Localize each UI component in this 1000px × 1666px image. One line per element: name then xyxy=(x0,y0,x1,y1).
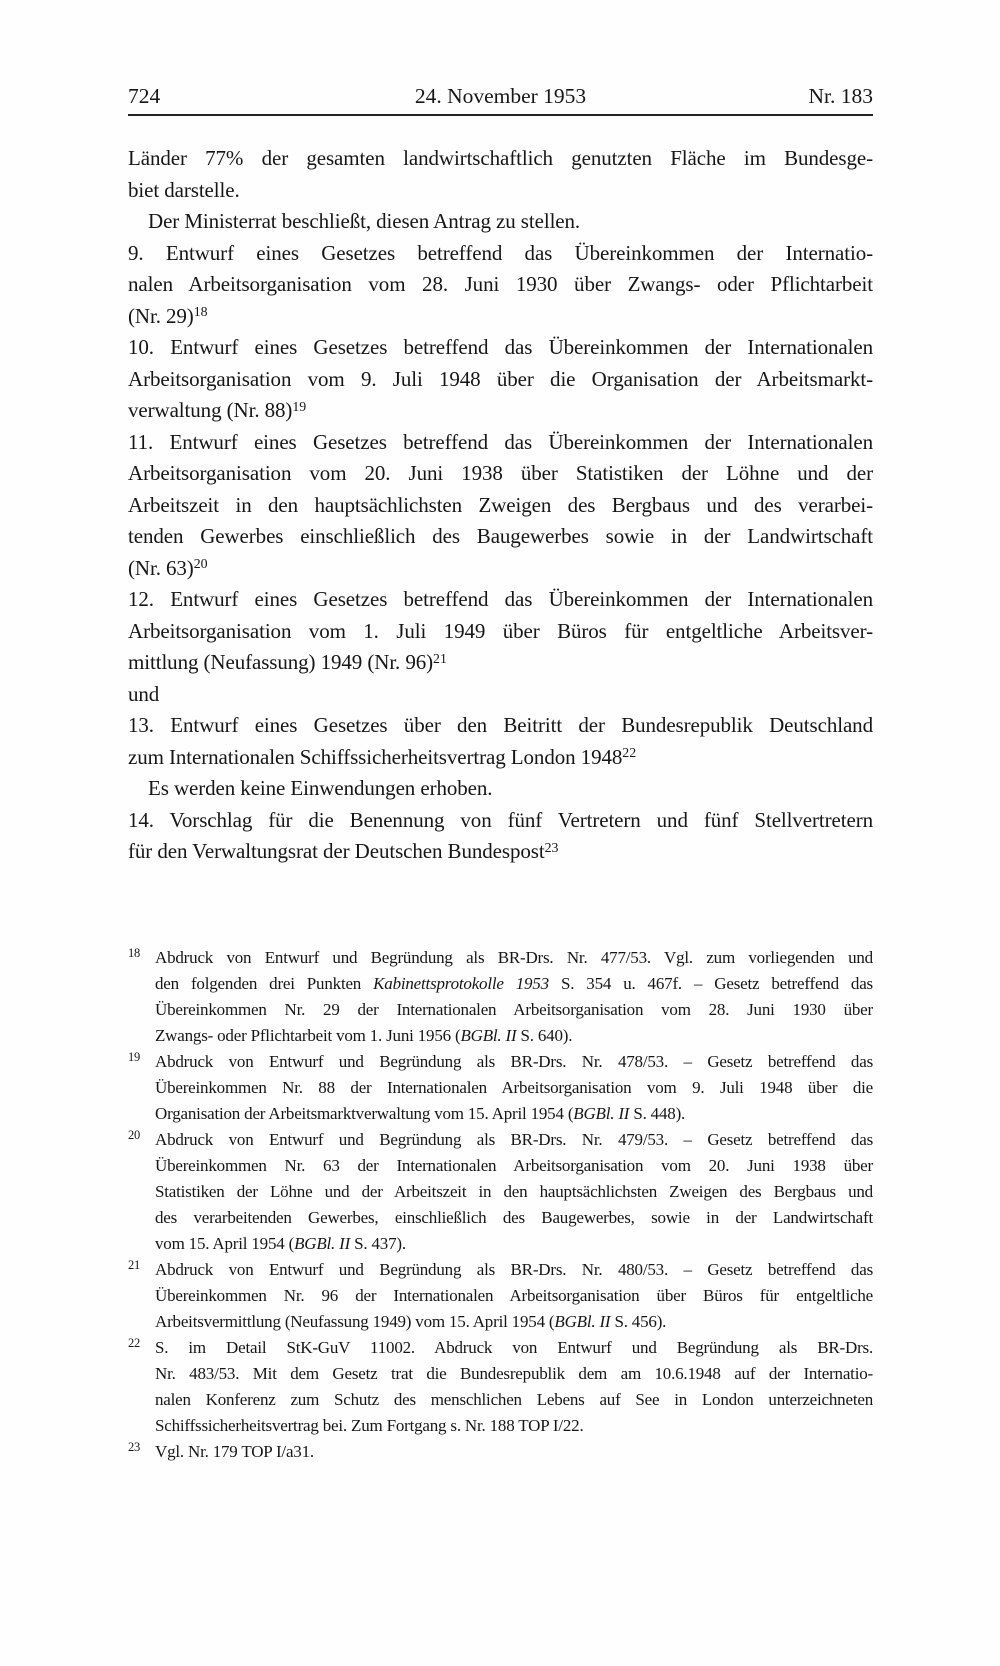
footnote xyxy=(128,1257,873,1335)
footnote-line xyxy=(155,1049,873,1075)
footnote xyxy=(128,1127,873,1257)
footnote-line xyxy=(155,1439,873,1465)
footnote xyxy=(128,1335,873,1439)
text-segment: Abdruck von Entwurf und Begründung als BR-Drs. Nr. 479/53. – Gesetz betreffend das xyxy=(155,1129,873,1149)
text-segment: Übereinkommen Nr. 63 der Internationalen Arbeitsorganisation vom 20. Juni 1938 über xyxy=(155,1155,873,1175)
text-segment: für den Verwaltungsrat der Deutschen Bundespost xyxy=(128,839,545,863)
body-paragraph xyxy=(128,805,873,868)
text-segment: S. 456). xyxy=(610,1311,667,1331)
text-segment: Abdruck von Entwurf und Begründung als BR-Drs. Nr. 478/53. – Gesetz betreffend das xyxy=(155,1051,873,1071)
body-line xyxy=(128,836,873,868)
page-header xyxy=(128,0,873,108)
footnote-ref: 19 xyxy=(292,398,307,414)
footnote-ref: 23 xyxy=(544,839,559,855)
italic-text: BGBl. II xyxy=(460,1025,517,1045)
footnote-line xyxy=(155,1387,873,1413)
body-line xyxy=(128,301,873,333)
text-segment: 9. Entwurf eines Gesetzes betreffend das Übereinkommen der Internatio- xyxy=(128,240,873,265)
footnote-number: 23 xyxy=(128,1439,141,1454)
body-line xyxy=(128,710,873,742)
footnote-line xyxy=(155,1283,873,1309)
text-segment: Übereinkommen Nr. 29 der Internationalen Arbeitsorganisation vom 28. Juni 1930 über xyxy=(155,999,873,1019)
body-paragraph xyxy=(128,584,873,679)
text-segment: Nr. 483/53. Mit dem Gesetz trat die Bundesrepublik dem am 10.6.1948 auf der Internatio- xyxy=(155,1363,873,1383)
text-segment: Zwangs- oder Pflichtarbeit vom 1. Juni 1956 ( xyxy=(155,1025,461,1045)
body-line xyxy=(128,647,873,679)
italic-text: BGBl. II xyxy=(294,1233,351,1253)
text-segment: Arbeitszeit in den hauptsächlichsten Zweigen des Bergbaus und des verarbei- xyxy=(128,492,873,517)
body-paragraph xyxy=(128,143,873,206)
text-segment: Arbeitsvermittlung (Neufassung 1949) vom 15. April 1954 ( xyxy=(155,1311,555,1331)
text-segment: S. im Detail StK-GuV 11002. Abdruck von Entwurf und Begründung als BR-Drs. xyxy=(155,1337,873,1357)
body-line xyxy=(128,553,873,585)
text-segment: S. 640). xyxy=(516,1025,573,1045)
body-line xyxy=(128,742,873,774)
text-segment: Statistiken der Löhne und der Arbeitszeit in den hauptsächlichsten Zweigen des Bergbaus und xyxy=(155,1181,873,1201)
footnote-line xyxy=(155,1413,873,1439)
body-paragraph xyxy=(128,710,873,773)
footnote xyxy=(128,1049,873,1127)
header-date: 24. November 1953 xyxy=(414,84,587,108)
body-line xyxy=(128,679,873,711)
footnote-line xyxy=(155,971,873,997)
footnote-number: 20 xyxy=(128,1127,141,1142)
text-segment: Übereinkommen Nr. 88 der Internationalen Arbeitsorganisation vom 9. Juli 1948 über die xyxy=(155,1077,873,1097)
text-segment: 10. Entwurf eines Gesetzes betreffend das Übereinkommen der Internationalen xyxy=(128,335,873,359)
body-paragraph xyxy=(128,332,873,427)
body-text xyxy=(128,143,873,868)
text-segment: zum Internationalen Schiffssicherheitsvertrag London 1948 xyxy=(128,744,623,769)
footnote-ref: 21 xyxy=(433,650,447,666)
text-segment: Arbeitsorganisation vom 20. Juni 1938 über Statistiken der Löhne und der xyxy=(128,461,873,485)
body-line xyxy=(128,332,873,364)
text-segment: vom 15. April 1954 ( xyxy=(155,1233,295,1253)
footnote-line xyxy=(155,1179,873,1205)
italic-text: Kabinettsprotokolle 1953 xyxy=(373,973,549,993)
body-line xyxy=(128,395,873,427)
text-segment: Abdruck von Entwurf und Begründung als BR-Drs. Nr. 477/53. Vgl. zum vorliegenden und xyxy=(155,947,873,967)
italic-text: BGBl. II xyxy=(573,1103,630,1123)
footnote-number: 19 xyxy=(128,1049,141,1064)
text-segment: Organisation der Arbeitsmarktverwaltung vom 15. April 1954 ( xyxy=(155,1103,574,1123)
header-doc-number: Nr. 183 xyxy=(808,84,873,108)
body-line xyxy=(128,143,873,175)
footnote xyxy=(128,1439,873,1465)
text-segment: Schiffssicherheitsvertrag bei. Zum Fortgang s. Nr. 188 TOP I/22. xyxy=(155,1415,584,1435)
footnote-ref: 22 xyxy=(622,745,637,761)
text-segment: und xyxy=(128,681,160,706)
footnote xyxy=(128,945,873,1049)
body-line xyxy=(128,458,873,490)
body-line xyxy=(128,175,873,207)
text-segment: Arbeitsorganisation vom 9. Juli 1948 über die Organisation der Arbeitsmarkt- xyxy=(128,366,873,391)
text-segment: Übereinkommen Nr. 96 der Internationalen Arbeitsorganisation über Büros für entgeltliche xyxy=(155,1285,873,1305)
body-line xyxy=(128,238,873,270)
footnote-line xyxy=(155,1101,873,1127)
footnote-line xyxy=(155,1361,873,1387)
text-segment: 12. Entwurf eines Gesetzes betreffend das Übereinkommen der Internationalen xyxy=(128,587,873,611)
text-segment: nalen Konferenz zum Schutz des menschlichen Lebens auf See in London unterzeichneten xyxy=(155,1389,873,1409)
footnote-line xyxy=(155,1309,873,1335)
text-segment: 11. Entwurf eines Gesetzes betreffend das Übereinkommen der Internationalen xyxy=(128,429,873,454)
footnote-line xyxy=(155,1153,873,1179)
text-segment: Vgl. Nr. 179 TOP I/a31. xyxy=(155,1441,314,1461)
text-segment: verwaltung (Nr. 88) xyxy=(128,398,293,422)
text-segment: Der Ministerrat beschließt, diesen Antrag zu stellen. xyxy=(148,209,581,233)
header-rule xyxy=(128,114,873,116)
text-segment: biet darstelle. xyxy=(128,177,240,202)
body-line xyxy=(128,616,873,648)
text-segment: 13. Entwurf eines Gesetzes über den Beitritt der Bundesrepublik Deutschland xyxy=(128,713,873,737)
italic-text: BGBl. II xyxy=(554,1311,611,1331)
text-segment: S. 437). xyxy=(350,1233,406,1253)
body-line xyxy=(128,206,873,238)
text-segment: S. 354 u. 467f. – Gesetz betreffend das xyxy=(548,973,873,993)
body-paragraph xyxy=(128,238,873,333)
footnote-number: 22 xyxy=(128,1335,141,1350)
body-line xyxy=(128,521,873,553)
text-segment: 14. Vorschlag für die Benennung von fünf Vertretern und fünf Stellvertretern xyxy=(128,807,873,832)
body-line xyxy=(128,269,873,301)
body-line xyxy=(128,364,873,396)
footnote-line xyxy=(155,945,873,971)
text-segment: Abdruck von Entwurf und Begründung als BR-Drs. Nr. 480/53. – Gesetz betreffend das xyxy=(155,1259,873,1279)
footnote-ref: 18 xyxy=(193,304,208,320)
footnote-number: 18 xyxy=(128,945,141,960)
footnote-line xyxy=(155,997,873,1023)
footnote-line xyxy=(155,1231,873,1257)
text-segment: (Nr. 29) xyxy=(128,303,194,328)
footnote-ref: 20 xyxy=(193,556,208,572)
text-segment: tenden Gewerbes einschließlich des Baugewerbes sowie in der Landwirtschaft xyxy=(128,524,873,548)
page-content xyxy=(128,0,873,1465)
page-number: 724 xyxy=(128,84,161,108)
text-segment: (Nr. 63) xyxy=(128,555,194,580)
footnote-number: 21 xyxy=(128,1257,141,1272)
text-segment: Länder 77% der gesamten landwirtschaftlich genutzten Fläche im Bundesge- xyxy=(128,146,873,170)
footnote-line xyxy=(155,1257,873,1283)
text-segment: des verarbeitenden Gewerbes, einschließlich des Baugewerbes, sowie in der Landwirtschaft xyxy=(155,1207,873,1227)
text-segment: mittlung (Neufassung) 1949 (Nr. 96) xyxy=(128,650,434,674)
footnotes xyxy=(128,945,873,1465)
body-line xyxy=(128,427,873,459)
body-paragraph xyxy=(128,773,873,805)
text-segment: Arbeitsorganisation vom 1. Juli 1949 über Büros für entgeltliche Arbeitsver- xyxy=(128,618,873,643)
body-paragraph xyxy=(128,679,873,711)
text-segment: Es werden keine Einwendungen erhoben. xyxy=(148,776,493,800)
body-line xyxy=(128,584,873,616)
body-paragraph xyxy=(128,206,873,238)
footnote-line xyxy=(155,1127,873,1153)
body-paragraph xyxy=(128,427,873,585)
body-line xyxy=(128,490,873,522)
footnote-line xyxy=(155,1023,873,1049)
text-segment: nalen Arbeitsorganisation vom 28. Juni 1930 über Zwangs- oder Pflichtarbeit xyxy=(128,272,873,296)
footnote-line xyxy=(155,1335,873,1361)
body-line xyxy=(128,773,873,805)
body-line xyxy=(128,805,873,837)
text-segment: den folgenden drei Punkten xyxy=(155,973,374,993)
footnote-line xyxy=(155,1205,873,1231)
footnote-line xyxy=(155,1075,873,1101)
text-segment: S. 448). xyxy=(629,1103,686,1123)
